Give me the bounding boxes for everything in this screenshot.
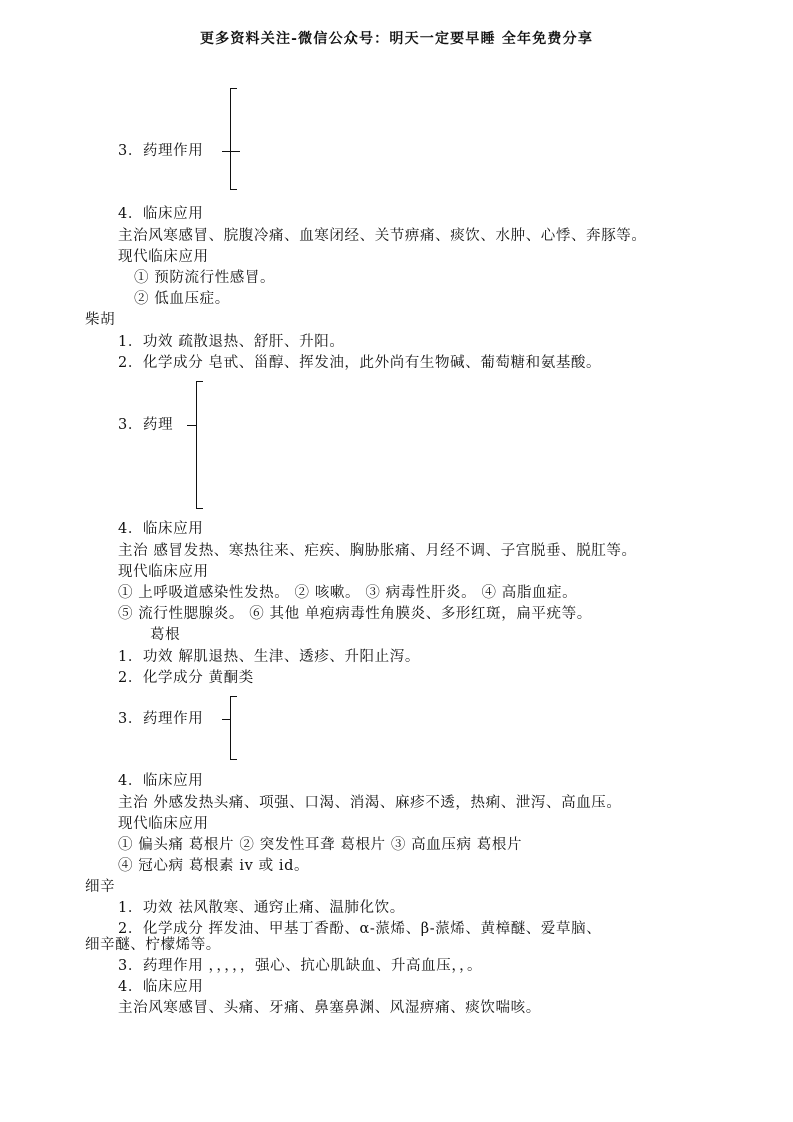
modern-clinical-heading: 现代临床应用: [118, 249, 209, 265]
herb-title: 细辛: [85, 879, 116, 895]
brace-bracket: [230, 696, 238, 760]
modern-clinical-heading: 现代临床应用: [118, 816, 209, 832]
modern-clinical-heading: 现代临床应用: [118, 564, 209, 580]
herb-title: 柴胡: [85, 312, 116, 328]
modern-item: ② 低血压症。: [134, 291, 230, 307]
clinical-heading: 4．临床应用: [118, 521, 204, 537]
clinical-heading: 4．临床应用: [118, 206, 204, 222]
clinical-heading: 4．临床应用: [118, 773, 204, 789]
chemical-text: 2．化学成分 挥发油、甲基丁香酚、α-蒎烯、β-蒎烯、黄樟醚、爱草脑、: [118, 921, 602, 937]
pharmacology-heading: 3．药理作用: [118, 143, 204, 159]
pharmacology-text: 3．药理作用 ，，，，，强心、抗心肌缺血、升高血压，，。: [118, 958, 483, 974]
brace-bracket: [230, 88, 238, 190]
indication-text: 主治 外感发热头痛、项强、口渴、消渴、麻疹不透，热痢、泄泻、高血压。: [118, 795, 622, 811]
clinical-heading: 4．临床应用: [118, 979, 204, 995]
efficacy-text: 1．功效 祛风散寒、通窍止痛、温肺化饮。: [118, 900, 405, 916]
modern-item: ① 偏头痛 葛根片 ② 突发性耳聋 葛根片 ③ 高血压病 葛根片: [118, 837, 523, 853]
modern-item: ① 预防流行性感冒。: [134, 270, 276, 286]
indication-text: 主治风寒感冒、脘腹冷痛、血寒闭经、关节痹痛、痰饮、水肿、心悸、奔豚等。: [118, 228, 647, 244]
page-header: 更多资料关注-微信公众号：明天一定要早睡 全年免费分享: [199, 31, 594, 47]
brace-tick: [222, 151, 240, 152]
indication-text: 主治 感冒发热、寒热往来、疟疾、胸胁胀痛、月经不调、子宫脱垂、脱肛等。: [118, 543, 637, 559]
chemical-text-continued: 细辛醚、柠檬烯等。: [85, 937, 221, 953]
pharmacology-heading: 3．药理: [118, 417, 174, 433]
herb-title: 葛根: [150, 627, 181, 643]
modern-item: ① 上呼吸道感染性发热。 ② 咳嗽。 ③ 病毒性肝炎。 ④ 高脂血症。: [118, 585, 578, 601]
pharmacology-heading: 3．药理作用: [118, 711, 204, 727]
chemical-text: 2．化学成分 皂甙、甾醇、挥发油，此外尚有生物碱、葡萄糖和氨基酸。: [118, 355, 602, 371]
indication-text: 主治风寒感冒、头痛、牙痛、鼻塞鼻渊、风湿痹痛、痰饮喘咳。: [118, 1000, 541, 1016]
modern-item: ④ 冠心病 葛根素 iv 或 id。: [118, 858, 310, 874]
brace-bracket: [196, 381, 204, 509]
modern-item: ⑤ 流行性腮腺炎。 ⑥ 其他 单疱病毒性角膜炎、多形红斑，扁平疣等。: [118, 606, 592, 622]
efficacy-text: 1．功效 疏散退热、舒肝、升阳。: [118, 334, 345, 350]
chemical-text: 2．化学成分 黄酮类: [118, 670, 254, 686]
brace-tick: [222, 719, 231, 720]
brace-tick: [187, 425, 197, 426]
efficacy-text: 1．功效 解肌退热、生津、透疹、升阳止泻。: [118, 649, 420, 665]
